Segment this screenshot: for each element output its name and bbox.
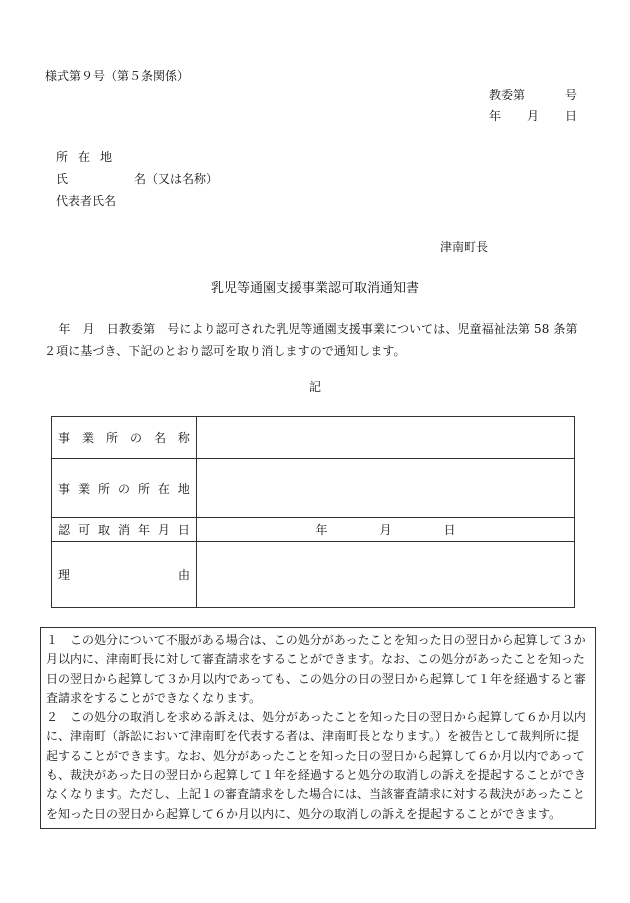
document-number-block — [489, 85, 577, 127]
body-text — [44, 318, 588, 362]
revocation-date-value — [197, 518, 575, 542]
table-label-cell — [52, 542, 197, 608]
appeal-note-1: １ この処分について不服がある場合は、この処分があったことを知った日の翌日から起算して３か月以内に、津南町長に対して審査請求をすることができます。なお、この処分があったことを知った日の翌日から起算して３か月以内であっても、この処分の日の翌日から起算して１年を経過すると審査請求をすることができなくなります。 — [46, 633, 586, 705]
document-number-prefix: 教委第 — [489, 88, 526, 102]
representative-label: 代表者氏名 — [56, 194, 117, 208]
issuer: 津南町長 — [440, 240, 489, 254]
label-char: 日 — [177, 523, 190, 537]
table-row — [52, 542, 575, 608]
label-char: 業 — [77, 481, 90, 496]
body-paragraph: 年 月 日教委第 号により認可された乳児等通園支援事業については、児童福祉法第 58 条第２項に基づき、下記のとおり認可を取り消しますので通知します。 — [44, 322, 578, 358]
document-title: 乳児等通園支援事業認可取消通知書 — [210, 281, 419, 296]
label-char: 事 — [58, 431, 71, 445]
appeal-note-2: ２ この処分の取消しを求める訴えは、処分があったことを知った日の翌日から起算して６か月以内に、津南町（訴訟において津南町を代表する者は、津南町長となります。）を被告として裁判所に提起することができます。なお、処分があったことを知った日の翌日から起算して６か月以内であっても、裁決があった日の翌日から起算して１年を経過すると処分の取消しの訴えを提起することができなくなります。ただし、上記１の審査請求をした場合には、当該審査請求に対する裁決があったことを知った日の翌日から起算して６か月以内に、処分の取消しの訴えを提起することができます。 — [46, 710, 586, 821]
document-date-year: 年 — [489, 109, 502, 123]
table-row — [52, 417, 575, 459]
table-row — [52, 518, 575, 542]
row-label-reason — [58, 566, 190, 583]
label-char: 月 — [157, 523, 170, 537]
table-value-cell — [197, 542, 575, 608]
detail-table — [51, 416, 575, 608]
label-char: 地 — [177, 481, 190, 496]
label-char: 理 — [58, 568, 71, 582]
row-label-facility-address — [58, 480, 190, 497]
label-char: 消 — [117, 523, 130, 537]
label-char: 所 — [105, 431, 118, 445]
label-char: 事 — [58, 481, 71, 496]
row-label-facility-name — [58, 429, 190, 446]
addressee-block — [56, 146, 218, 212]
label-char: 業 — [81, 431, 94, 445]
label-char: 所 — [137, 481, 150, 496]
location-label: 所在地 — [56, 150, 123, 164]
label-char: 在 — [157, 481, 170, 496]
label-char: 取 — [97, 523, 110, 537]
table-label-cell — [52, 417, 197, 459]
label-char: 認 — [58, 523, 71, 537]
row-label-revocation-date — [58, 521, 190, 538]
document-number-suffix: 号 — [564, 88, 577, 102]
table-row — [52, 459, 575, 518]
date-year-label: 年 — [315, 523, 328, 537]
date-day-label: 日 — [443, 523, 456, 537]
label-char: 称 — [177, 431, 190, 445]
label-char: 名 — [153, 431, 166, 445]
name-label-part2: 名（又は名称） — [134, 172, 219, 186]
form-number: 様式第９号（第５条関係） — [45, 69, 190, 83]
label-char: の — [129, 431, 142, 445]
document-date-day: 日 — [564, 109, 577, 123]
date-month-label: 月 — [379, 523, 392, 537]
label-char: 可 — [77, 523, 90, 537]
name-label-part1: 氏 — [56, 172, 69, 186]
ki-heading: 記 — [308, 380, 321, 394]
document-date-month: 月 — [526, 109, 539, 123]
label-char: の — [117, 481, 130, 496]
label-char: 年 — [137, 523, 150, 537]
table-value-cell — [197, 459, 575, 518]
appeal-notice-box — [40, 627, 596, 829]
label-char: 由 — [177, 568, 190, 582]
label-char: 所 — [97, 481, 110, 496]
table-label-cell — [52, 518, 197, 542]
table-value-cell — [197, 417, 575, 459]
table-label-cell — [52, 459, 197, 518]
